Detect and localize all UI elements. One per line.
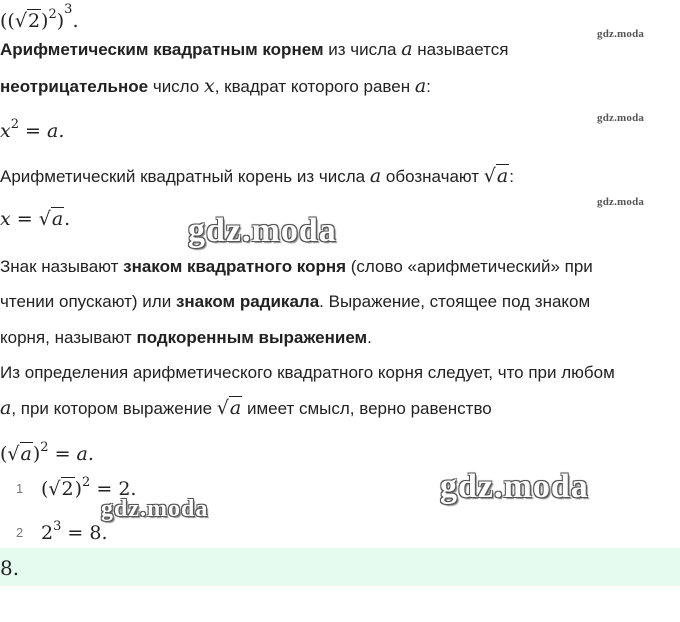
watermark-small: gdz.moda <box>597 28 645 40</box>
equation-consequence: $(√a)^2 = a$. <box>0 440 94 465</box>
sqrt-symbol: √a <box>38 208 64 230</box>
sqrt-symbol: √2 <box>14 10 41 32</box>
watermark-small: gdz.moda <box>597 112 645 124</box>
equation-notation: x = √a. <box>0 208 71 230</box>
sqrt-symbol: √a <box>216 397 242 419</box>
sqrt-symbol: √a <box>483 165 509 187</box>
step-formula: $(√2)^2 = 2$. <box>41 475 137 500</box>
step-number: 1 <box>16 481 24 496</box>
header-formula: $((√2)^2)^3$. <box>0 2 79 32</box>
consequence-line-2: a, при котором выражение √a имеет смысл, верно равенство <box>0 397 492 419</box>
definition-line-1: Арифметическим квадратным корнем из числа a называется <box>0 38 509 60</box>
step-formula: $2^3 = 8$. <box>41 519 108 544</box>
step-number: 2 <box>16 525 24 540</box>
sign-line-3: корня, называют подкоренным выражением. <box>0 328 372 347</box>
equation-definition: $x^2 = a$. <box>0 117 65 142</box>
answer-value: 8. <box>0 556 20 580</box>
watermark-large: gdz.moda <box>440 468 589 505</box>
sign-line-2: чтении опускают) или знаком радикала. Выражение, стоящее под знаком <box>0 292 591 311</box>
definition-line-2: неотрицательное число x, квадрат которого равен a: <box>0 75 431 97</box>
watermark-small: gdz.moda <box>597 196 645 208</box>
watermark-large: gdz.moda <box>188 212 337 249</box>
sign-line-1: Знак называют знаком квадратного корня (слово «арифметический» при <box>0 257 593 276</box>
notation-line: Арифметический квадратный корень из числа a обозначают √a: <box>0 165 514 187</box>
consequence-line-1: Из определения арифметического квадратного корня следует, что при любом <box>0 363 615 382</box>
answer-block <box>0 548 680 586</box>
sqrt-symbol: √a <box>7 443 32 465</box>
watermark-medium: gdz.moda <box>101 496 209 522</box>
sqrt-symbol: √2 <box>48 478 74 500</box>
